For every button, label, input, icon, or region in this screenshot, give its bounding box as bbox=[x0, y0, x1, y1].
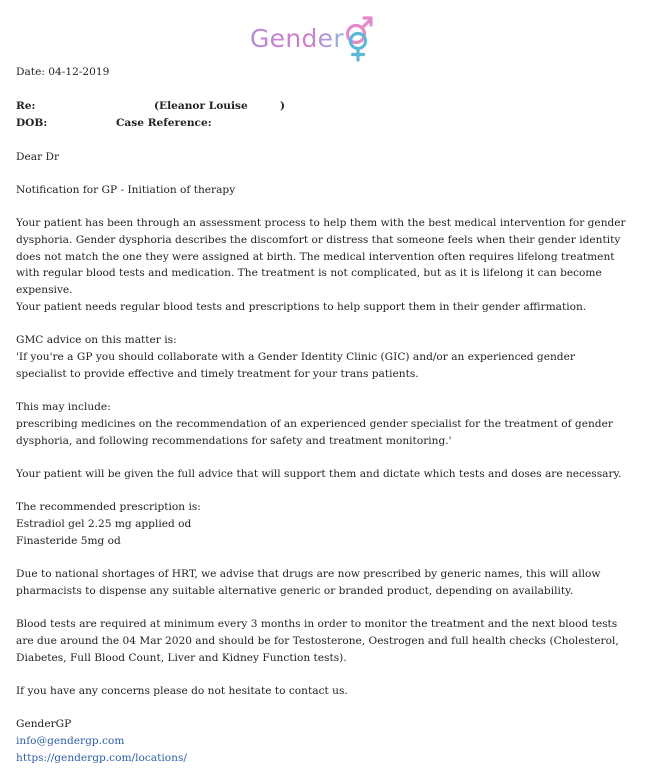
gmc-intro: GMC advice on this matter is: bbox=[16, 334, 177, 346]
case-reference-label: Case Reference: bbox=[116, 117, 212, 129]
email-link[interactable]: info@gendergp.com bbox=[16, 735, 125, 747]
salutation: Dear Dr bbox=[16, 151, 60, 163]
gender-symbols-icon bbox=[341, 14, 379, 62]
subject-line: Notification for GP - Initiation of therapy bbox=[16, 184, 236, 196]
may-include-detail: prescribing medicines on the recommendation of an experienced gender specialist for the treatment of gender dysphoria, and following recommendations for safety and treatment monitoring.' bbox=[16, 418, 613, 447]
prescription-intro: The recommended prescription is: bbox=[16, 501, 201, 513]
paragraph-shortages: Due to national shortages of HRT, we advise that drugs are now prescribed by generic names, this will allow pharmacists to dispense any suitable alternative generic or branded product, depending on availability. bbox=[16, 568, 601, 597]
prescription-item: Finasteride 5mg od bbox=[16, 535, 121, 547]
paragraph-advice: Your patient will be given the full advice that will support them and dictate which tests and doses are necessary. bbox=[16, 468, 622, 480]
gmc-quote: 'If you're a GP you should collaborate with a Gender Identity Clinic (GIC) and/or an experienced gender specialist to provide effective and timely treatment for your trans patients. bbox=[16, 351, 575, 380]
prescription-item: Estradiol gel 2.25 mg applied od bbox=[16, 518, 192, 530]
patient-name-close: ) bbox=[280, 100, 286, 112]
locations-link[interactable]: https://gendergp.com/locations/ bbox=[16, 752, 187, 764]
logo-text: Gender bbox=[250, 24, 344, 53]
paragraph-needs: Your patient needs regular blood tests and prescriptions to help support them in their gender affirmation. bbox=[16, 301, 587, 313]
paragraph-concerns: If you have any concerns please do not hesitate to contact us. bbox=[16, 685, 348, 697]
signature-name: GenderGP bbox=[16, 718, 72, 730]
patient-re-row bbox=[16, 98, 628, 115]
may-include-label: This may include: bbox=[16, 401, 111, 413]
letter-date: Date: 04-12-2019 bbox=[16, 66, 110, 78]
paragraph-blood-tests: Blood tests are required at minimum every 3 months in order to monitor the treatment and the next blood tests are due around the 04 Mar 2020 and should be for Testosterone, Oestrogen and full health checks (Cholesterol, Diabetes, Full Blood Count, Liver and Kidney Function tests). bbox=[16, 618, 619, 664]
dob-label: DOB: bbox=[16, 117, 48, 129]
gendergp-logo bbox=[250, 14, 379, 62]
paragraph-intro: Your patient has been through an assessment process to help them with the best medical intervention for gender dysphoria. Gender dysphoria describes the discomfort or distress that someone feels when their gender identity does not match the one they were assigned at birth. The medical intervention often requires lifelong treatment with regular blood tests and medication. The treatment is not complicated, but as it is lifelong it can become expensive. bbox=[16, 217, 626, 297]
patient-name: (Eleanor Louise bbox=[154, 100, 248, 112]
patient-dob-row bbox=[16, 115, 628, 132]
re-label: Re: bbox=[16, 100, 36, 112]
